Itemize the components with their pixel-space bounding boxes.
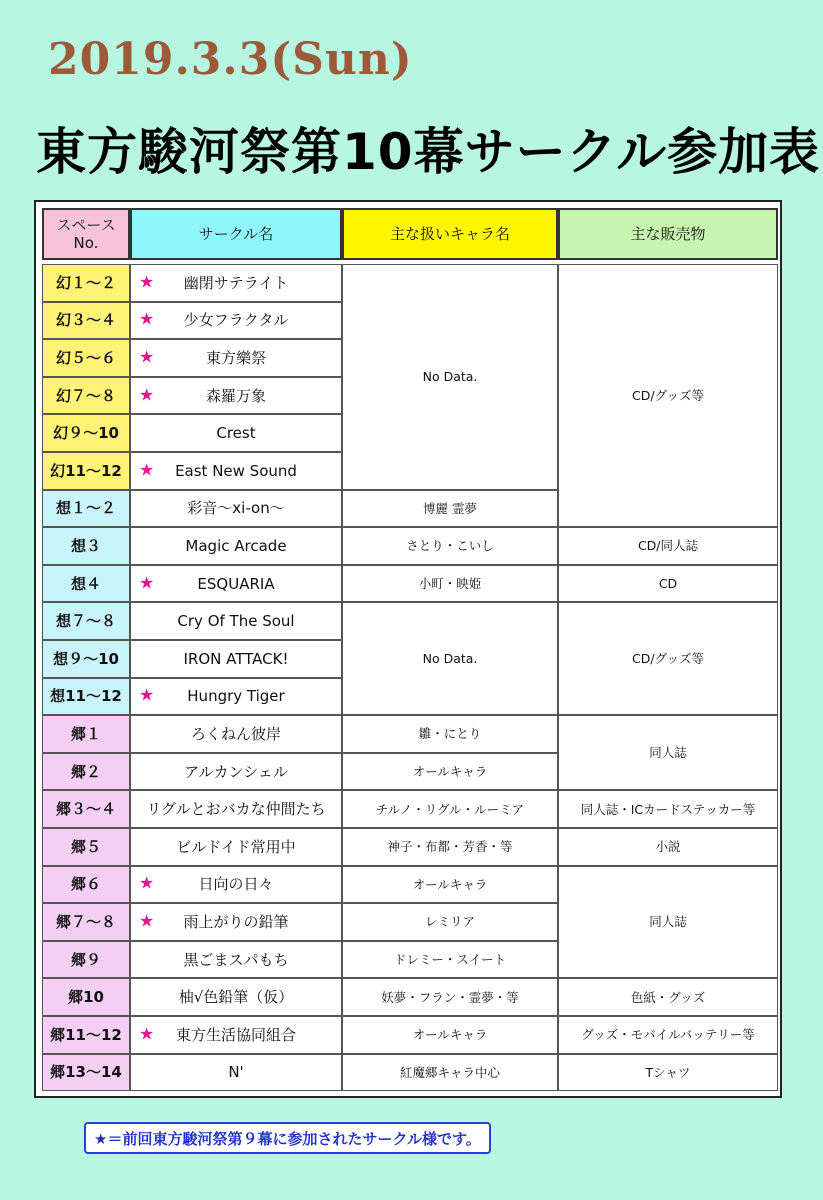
goods-cell [558, 1054, 778, 1092]
goods-cell-text: Tシャツ [645, 1064, 691, 1080]
circle-name-text: Crest [216, 424, 256, 443]
circle-name-text: 柚√色鉛筆（仮） [178, 988, 294, 1007]
space-number-text: 幻５～６ [55, 348, 116, 367]
circle-name [130, 452, 342, 490]
star-icon: ★ [139, 685, 155, 706]
event-date: 2019.3.3(Sun) [48, 34, 413, 85]
circle-name-text: 東方樂祭 [205, 348, 266, 367]
character-cell [342, 866, 558, 904]
space-number-text: 幻３～４ [55, 311, 116, 330]
character-cell-text: 博麗 霊夢 [423, 500, 477, 516]
space-number [42, 828, 130, 866]
goods-cell [558, 790, 778, 828]
goods-cell [558, 565, 778, 603]
space-number [42, 377, 130, 415]
space-number-text: 郷10 [68, 988, 104, 1007]
goods-cell [558, 978, 778, 1016]
space-number [42, 602, 130, 640]
circle-name [130, 640, 342, 678]
star-icon: ★ [139, 911, 155, 932]
circle-name-text: 雨上がりの鉛筆 [183, 912, 289, 931]
circle-name-text: ビルドイド常用中 [176, 837, 296, 856]
circle-name [130, 264, 342, 302]
character-cell [342, 602, 558, 715]
space-number-text: 郷１ [70, 724, 101, 743]
space-number [42, 565, 130, 603]
character-cell-text: レミリア [424, 914, 475, 930]
space-number-text: 郷７～８ [55, 912, 116, 931]
goods-cell-text: CD [658, 576, 678, 592]
character-cell [342, 978, 558, 1016]
space-number-text: 想３ [70, 536, 101, 555]
circle-name-text: アルカンシェル [184, 762, 288, 781]
character-cell [342, 1016, 558, 1054]
space-number-text: 幻１～２ [55, 273, 116, 292]
circle-name-text: ESQUARIA [197, 574, 275, 593]
space-number-text: 郷３～４ [55, 800, 116, 819]
goods-cell [558, 264, 778, 527]
circle-name [130, 377, 342, 415]
circle-name-text: East New Sound [175, 461, 297, 480]
header-space-no-label: スペース No. [56, 216, 116, 252]
space-number [42, 1054, 130, 1092]
star-icon: ★ [139, 347, 155, 368]
circle-name-text: ろくねん彼岸 [190, 724, 281, 743]
character-cell-text: 神子・布都・芳香・等 [387, 839, 513, 855]
space-number [42, 1016, 130, 1054]
goods-cell-text: 同人誌 [649, 914, 687, 930]
character-cell [342, 264, 558, 490]
character-cell [342, 753, 558, 791]
goods-cell-text: 小説 [655, 839, 681, 855]
space-number [42, 715, 130, 753]
circle-name [130, 866, 342, 904]
space-number [42, 264, 130, 302]
space-number-text: 幻11～12 [50, 461, 122, 480]
circle-name [130, 715, 342, 753]
character-cell-text: オールキャラ [412, 1027, 488, 1043]
space-number-text: 郷５ [70, 837, 101, 856]
space-number [42, 678, 130, 716]
circle-name [130, 1016, 342, 1054]
character-cell-text: 小町・映姫 [418, 576, 482, 592]
goods-cell [558, 866, 778, 979]
star-icon: ★ [139, 572, 155, 593]
goods-cell-text: 同人誌 [649, 745, 687, 761]
space-number [42, 941, 130, 979]
character-cell [342, 1054, 558, 1092]
space-number [42, 527, 130, 565]
footnote-star-icon: ★ [94, 1130, 108, 1148]
circle-name [130, 790, 342, 828]
circle-name [130, 565, 342, 603]
circle-name-text: Magic Arcade [185, 536, 287, 555]
footnote-text: ＝前回東方駿河祭第９幕に参加されたサークル様です。 [107, 1130, 481, 1148]
goods-cell-text: 同人誌・ICカードステッカー等 [580, 801, 756, 817]
star-icon: ★ [139, 272, 155, 293]
space-number-text: 郷９ [70, 950, 101, 969]
character-cell-text: 紅魔郷キャラ中心 [399, 1064, 500, 1080]
star-icon: ★ [139, 384, 155, 405]
circle-name-text: 黒ごまスパもち [183, 950, 289, 969]
character-cell-text: No Data. [422, 369, 478, 385]
character-cell [342, 565, 558, 603]
footnote [84, 1122, 491, 1154]
header-goods: 主な販売物 [558, 208, 778, 260]
space-number [42, 978, 130, 1016]
character-cell-text: 妖夢・フラン・霊夢・等 [381, 989, 519, 1005]
header-space-no [42, 208, 130, 260]
star-icon: ★ [139, 460, 155, 481]
space-number-text: 想９～10 [53, 649, 119, 668]
character-cell-text: チルノ・リグル・ルーミア [375, 801, 525, 817]
character-cell-text: オールキャラ [412, 764, 488, 780]
space-number-text: 想１～２ [55, 499, 116, 518]
space-number-text: 想11～12 [50, 687, 122, 706]
circle-name [130, 602, 342, 640]
circle-name [130, 1054, 342, 1092]
space-number [42, 790, 130, 828]
header-circle-name: サークル名 [130, 208, 342, 260]
circle-name [130, 978, 342, 1016]
space-number [42, 302, 130, 340]
character-cell-text: ドレミー・スイート [393, 952, 507, 968]
space-number-text: 幻９～10 [53, 424, 119, 443]
circle-name-text: リグルとおバカな仲間たち [146, 800, 326, 819]
header-character-name: 主な扱いキャラ名 [342, 208, 558, 260]
star-icon: ★ [139, 873, 155, 894]
circle-name [130, 490, 342, 528]
goods-cell [558, 715, 778, 790]
goods-cell [558, 828, 778, 866]
space-number [42, 452, 130, 490]
circle-name [130, 678, 342, 716]
space-number [42, 640, 130, 678]
character-cell [342, 715, 558, 753]
space-number [42, 866, 130, 904]
character-cell-text: さとり・こいし [406, 538, 494, 554]
goods-cell-text: グッズ・モバイルバッテリー等 [581, 1027, 755, 1043]
circle-table [34, 200, 782, 1098]
space-number [42, 339, 130, 377]
character-cell [342, 490, 558, 528]
circle-name-text: Hungry Tiger [187, 687, 285, 706]
circle-name [130, 527, 342, 565]
circle-name-text: 日向の日々 [198, 875, 274, 894]
space-number [42, 490, 130, 528]
page-title: 東方駿河祭第10幕サークル参加表 [36, 123, 821, 181]
circle-name-text: 彩音～xi-on～ [187, 499, 285, 518]
space-number [42, 753, 130, 791]
goods-cell-text: CD/グッズ等 [632, 651, 704, 667]
goods-cell-text: CD/同人誌 [637, 538, 699, 554]
character-cell [342, 790, 558, 828]
circle-name-text: Cry Of The Soul [177, 612, 295, 631]
space-number-text: 郷11～12 [50, 1025, 122, 1044]
space-number-text: 郷６ [70, 875, 101, 894]
space-number-text: 想７～８ [55, 612, 116, 631]
character-cell [342, 828, 558, 866]
goods-cell [558, 527, 778, 565]
circle-name [130, 828, 342, 866]
character-cell [342, 903, 558, 941]
circle-name-text: 東方生活協同組合 [175, 1025, 296, 1044]
space-number [42, 414, 130, 452]
circle-name [130, 302, 342, 340]
goods-cell-text: 色紙・グッズ [630, 989, 706, 1005]
character-cell-text: No Data. [422, 651, 478, 667]
star-icon: ★ [139, 309, 155, 330]
circle-name [130, 339, 342, 377]
circle-name-text: 幽閉サテライト [183, 273, 289, 292]
circle-name-text: 森羅万象 [205, 386, 266, 405]
space-number [42, 903, 130, 941]
space-number-text: 郷13～14 [50, 1063, 122, 1082]
space-number-text: 想４ [70, 574, 101, 593]
character-cell [342, 941, 558, 979]
star-icon: ★ [139, 1024, 155, 1045]
circle-name [130, 941, 342, 979]
circle-name [130, 753, 342, 791]
character-cell-text: オールキャラ [412, 876, 488, 892]
space-number-text: 幻７～８ [55, 386, 116, 405]
circle-name [130, 414, 342, 452]
circle-name-text: 少女フラクタル [183, 311, 289, 330]
space-number-text: 郷２ [70, 762, 101, 781]
circle-name [130, 903, 342, 941]
goods-cell [558, 1016, 778, 1054]
circle-name-text: IRON ATTACK! [183, 649, 289, 668]
character-cell [342, 527, 558, 565]
goods-cell [558, 602, 778, 715]
character-cell-text: 雛・にとり [418, 726, 482, 742]
circle-name-text: N' [228, 1063, 244, 1082]
goods-cell-text: CD/グッズ等 [632, 388, 704, 404]
